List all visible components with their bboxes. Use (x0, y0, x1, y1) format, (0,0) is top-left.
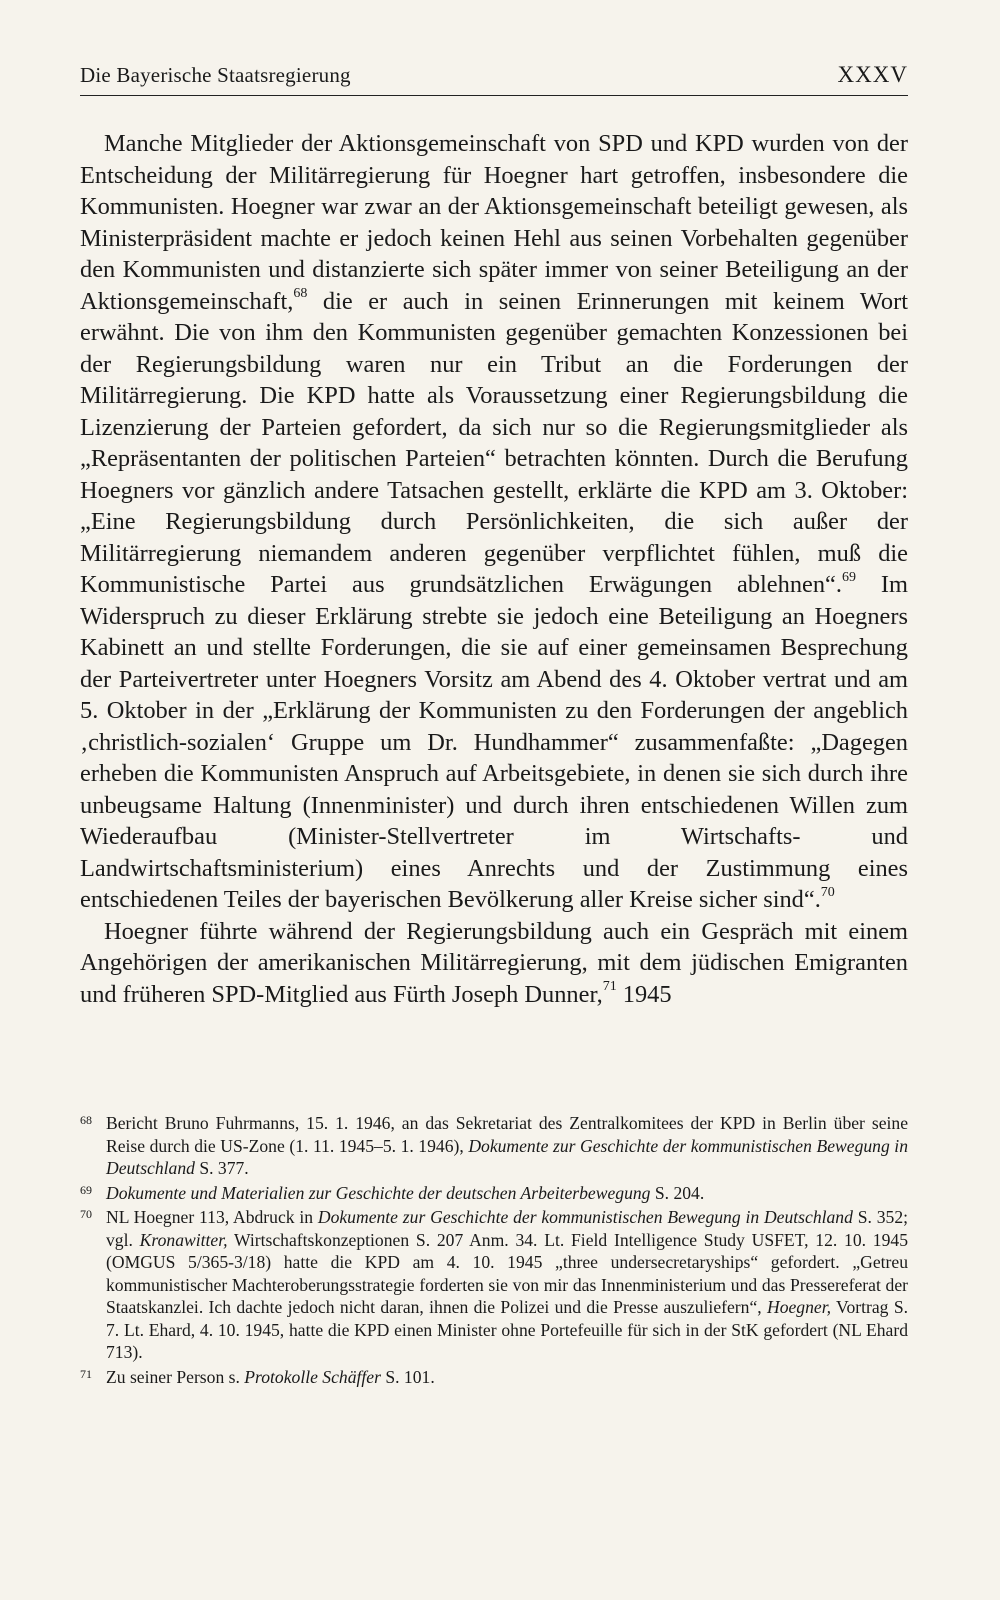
footnote-text-b: S. 204. (650, 1182, 705, 1203)
footnote-70 (80, 1206, 908, 1364)
footnote-number: 70 (80, 1207, 92, 1221)
footnote-text-b: S. 101. (380, 1366, 435, 1387)
footnote-text-b: S. 377. (194, 1158, 249, 1178)
footnote-title: Dokumente zur Geschichte der kommunistischen Bewegung in Deutschland (106, 1135, 908, 1178)
footnote-text-a: Zu seiner Person s. (106, 1366, 245, 1387)
footnote-69 (80, 1182, 908, 1205)
footnote-text (106, 1112, 908, 1180)
footnote-68 (80, 1112, 908, 1180)
footnote-text-d: Vortrag S. 7. Lt. Ehard, 4. 10. 1945, hatte die KPD einen Minister ohne Portefeuille für sich in der StK gefordert (NL Ehard 713). (106, 1297, 909, 1362)
footnote-text (106, 1366, 908, 1389)
footnote-71 (80, 1366, 908, 1389)
footnote-text-b: S. 352; vgl. (106, 1207, 909, 1250)
paragraph-1-text-c: Im Widerspruch zu dieser Erklärung strebte sie jedoch eine Beteiligung an Hoegners Kabinett an und stellte Forderungen, die sie auf einer gemeinsamen Besprechung der Parteivertreter unter Hoegners Vorsitz am Abend des 4. Oktober vertrat und am 5. Oktober in der „Erklärung der Kommunisten zu den Forderungen der angeblich ‚christlich-sozialen‘ Gruppe um Dr. Hundhammer“ zusammenfaßte: „Dagegen erheben die Kommunisten Anspruch auf Arbeitsgebiete, in denen sie sich durch ihre unbeugsame Haltung (Innenminister) und durch ihren entschiedenen Willen zum Wiederaufbau (Minister-Stellvertreter im Wirtschafts- und Landwirtschaftsministerium) eines Anrechts und der Zustimmung eines entschiedenen Teiles der bayerischen Bevölkerung aller Kreise sicher sind“. (80, 571, 908, 913)
footnote-number: 71 (80, 1366, 92, 1381)
paragraph-1-text-b: die er auch in seinen Erinnerungen mit keinem Wort erwähnt. Die von ihm den Kommunisten gegenüber gemachten Konzessionen bei der Regierungsbildung waren nur ein Tribut an die Forderungen der Militärregierung. Die KPD hatte als Voraussetzung einer Regierungsbildung die Lizenzierung der Parteien gefordert, da sich nur so die Regierungsmitglieder als „Repräsentanten der politischen Parteien“ betrachten könnten. Durch die Berufung Hoegners vor gänzlich andere Tatsachen gestellt, erklärte die KPD am 3. Oktober: „Eine Regierungsbildung durch Persönlichkeiten, die sich außer der Militärregierung niemandem anderen gegenüber verpflichtet fühlen, muß die Kommunistische Partei aus grundsätzlichen Erwägungen ablehnen“. (80, 287, 908, 598)
footnote-author: Hoegner, (767, 1297, 832, 1317)
footnote-text-c: Wirtschaftskonzeptionen S. 207 Anm. 34. Lt. Field Intelligence Study USFET, 12. 10. 1945 (OMGUS 5/365-3/18) hatte die KPD am 4. 10. 1945 „three undersecretaryships“ gefordert. „Getreu kommunistischer Machteroberungsstrategie forderten sie von mir das Innenministerium und das Pressereferat der Staatskanzlei. Ich dachte jedoch nicht daran, ihnen die Polizei und die Presse auszuliefern“, (106, 1229, 908, 1317)
footnote-number: 69 (80, 1182, 92, 1197)
footnote-title: Protokolle Schäffer (244, 1366, 381, 1387)
paragraph-1 (80, 128, 908, 916)
main-text (80, 128, 908, 1010)
footnote-title: Dokumente zur Geschichte der kommunistischen Bewegung in Deutschland (317, 1207, 853, 1227)
footnote-text (106, 1182, 908, 1205)
footnote-number: 68 (80, 1113, 92, 1127)
footnote-ref-68[interactable]: 68 (293, 286, 308, 302)
paragraph-1-text-a: Manche Mitglieder der Aktionsgemeinschaft von SPD und KPD wurden von der Entscheidung der Militärregierung für Hoegner hart getroffen, insbesondere die Kommunisten. Hoegner war zwar an der Aktionsgemeinschaft beteiligt gewesen, als Ministerpräsident machte er jedoch keinen Hehl aus seinen Vorbehalten gegenüber den Kommunisten und distanzierte sich später immer von seiner Beteiligung an der Aktionsgemeinschaft, (80, 130, 908, 315)
footnote-text-a: Bericht Bruno Fuhrmanns, 15. 1. 1946, an das Sekretariat des Zentralkomitees der KPD in Berlin über seine Reise durch die US-Zone (1. 11. 1945–5. 1. 1946), (106, 1113, 908, 1156)
footnote-ref-71[interactable]: 71 (602, 979, 617, 995)
footnote-text-a: NL Hoegner 113, Abdruck in (106, 1207, 318, 1227)
running-title: Die Bayerische Staatsregierung (80, 63, 351, 87)
footnote-text (106, 1206, 908, 1364)
footnote-title: Dokumente und Materialien zur Geschichte der deutschen Arbeiterbewegung (106, 1182, 651, 1203)
running-header (80, 62, 908, 96)
paragraph-2-text-b: 1945 (616, 980, 672, 1008)
footnote-ref-70[interactable]: 70 (820, 884, 835, 900)
footnote-author: Kronawitter, (139, 1229, 228, 1250)
page-number: XXXV (837, 62, 908, 87)
paragraph-2-text-a: Hoegner führte während der Regierungsbildung auch ein Gespräch mit einem Angehörigen der amerikanischen Militärregierung, mit dem jüdischen Emigranten und früheren SPD-Mitglied aus Fürth Joseph Dunner, (80, 917, 908, 1008)
paragraph-2 (80, 916, 908, 1011)
footnotes (80, 1112, 908, 1390)
footnote-ref-69[interactable]: 69 (841, 569, 856, 585)
